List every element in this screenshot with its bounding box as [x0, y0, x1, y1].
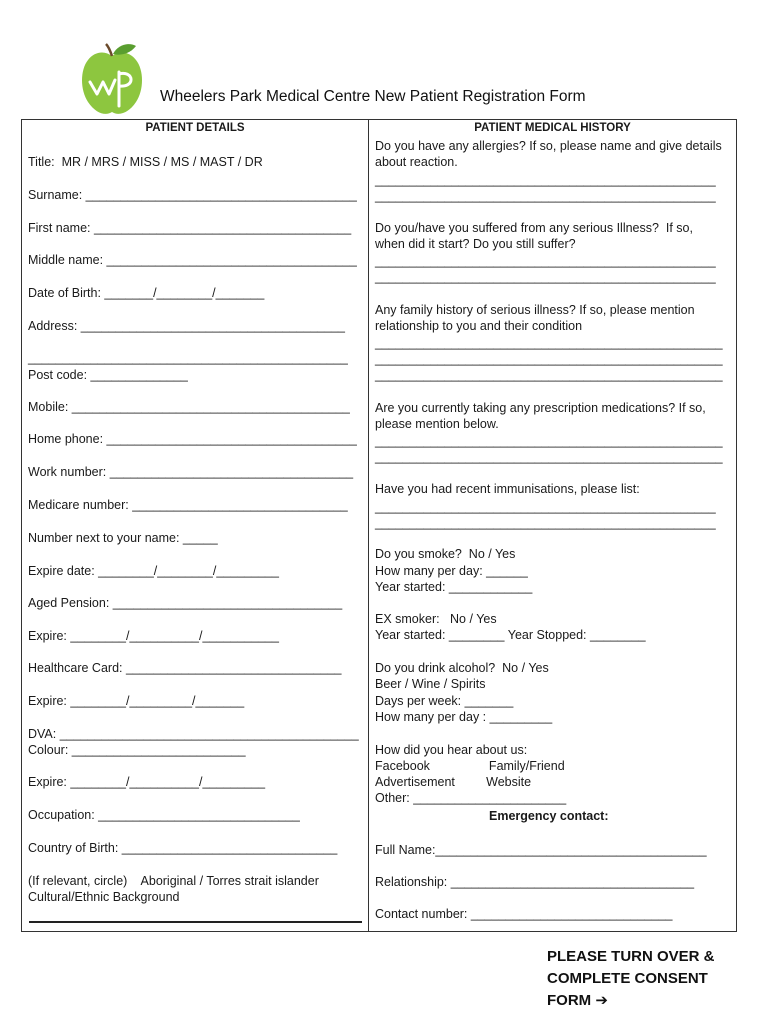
- referral-option-row[interactable]: Facebook Family/Friend: [375, 759, 565, 773]
- surname-field[interactable]: Surname: _______________________________________: [28, 188, 357, 202]
- medications-question-cont: please mention below.: [375, 417, 499, 431]
- family-history-answer-line[interactable]: __________________________________________________: [375, 368, 723, 382]
- healthcare-expire-field[interactable]: Expire: ________/_________/_______: [28, 694, 245, 708]
- medicare-expire-field[interactable]: Expire date: ________/________/_________: [28, 564, 279, 578]
- referral-option-row[interactable]: Advertisement Website: [375, 775, 532, 789]
- family-history-question-cont: relationship to you and their condition: [375, 319, 583, 333]
- registration-form-table: [21, 119, 737, 932]
- first-name-field[interactable]: First name: _____________________________________: [28, 221, 352, 235]
- occupation-field[interactable]: Occupation: _____________________________: [28, 808, 300, 822]
- illness-answer-line[interactable]: _________________________________________________: [375, 270, 716, 284]
- work-number-field[interactable]: Work number: ___________________________________: [28, 465, 354, 479]
- turn-over-line: FORM ➔: [547, 992, 608, 1009]
- wheelers-park-logo: [72, 42, 152, 122]
- cultural-background-line[interactable]: [29, 921, 362, 923]
- post-code-field[interactable]: Post code: ______________: [28, 368, 188, 382]
- allergies-answer-line[interactable]: _________________________________________________: [375, 189, 716, 203]
- turn-over-line: PLEASE TURN OVER &: [547, 948, 715, 965]
- illness-answer-line[interactable]: _________________________________________________: [375, 254, 716, 268]
- emergency-full-name-field[interactable]: Full Name:_______________________________________: [375, 843, 707, 857]
- aboriginal-torres-option[interactable]: (If relevant, circle) Aboriginal / Torres strait islander: [28, 874, 319, 888]
- alcohol-days-field[interactable]: Days per week: _______: [375, 694, 514, 708]
- ex-smoker-years-field[interactable]: Year started: ________ Year Stopped: ________: [375, 628, 646, 642]
- cultural-background-label: Cultural/Ethnic Background: [28, 890, 180, 904]
- medications-answer-line[interactable]: __________________________________________________: [375, 434, 723, 448]
- alcohol-type-option[interactable]: Beer / Wine / Spirits: [375, 677, 486, 691]
- middle-name-field[interactable]: Middle name: ____________________________________: [28, 253, 357, 267]
- smoke-per-day-field[interactable]: How many per day: ______: [375, 564, 528, 578]
- immunisations-answer-line[interactable]: _________________________________________________: [375, 516, 716, 530]
- medical-history-column: [369, 120, 736, 931]
- illness-question-cont: when did it start? Do you still suffer?: [375, 237, 576, 251]
- address-line-2-field[interactable]: ______________________________________________: [28, 351, 348, 365]
- referral-question: How did you hear about us:: [375, 743, 528, 757]
- allergies-answer-line[interactable]: _________________________________________________: [375, 173, 716, 187]
- dva-field[interactable]: DVA: ___________________________________________: [28, 727, 359, 741]
- form-title: Wheelers Park Medical Centre New Patient Registration Form: [160, 88, 586, 105]
- country-of-birth-field[interactable]: Country of Birth: _______________________________: [28, 841, 338, 855]
- smoke-year-started-field[interactable]: Year started: ____________: [375, 580, 533, 594]
- turn-over-notice: [547, 946, 715, 1012]
- family-history-question: Any family history of serious illness? If so, please mention: [375, 303, 695, 317]
- illness-question: Do you/have you suffered from any serious Illness? If so,: [375, 221, 693, 235]
- emergency-relationship-field[interactable]: Relationship: ___________________________________: [375, 875, 695, 889]
- allergies-question: Do you have any allergies? If so, please name and give details: [375, 139, 722, 153]
- emergency-contact-heading: Emergency contact:: [489, 809, 609, 823]
- immunisations-question: Have you had recent immunisations, please list:: [375, 482, 640, 496]
- immunisations-answer-line[interactable]: _________________________________________________: [375, 500, 716, 514]
- aged-pension-expire-field[interactable]: Expire: ________/__________/___________: [28, 629, 279, 643]
- date-of-birth-field[interactable]: Date of Birth: _______/________/_______: [28, 286, 265, 300]
- dva-colour-field[interactable]: Colour: _________________________: [28, 743, 246, 757]
- medical-history-heading: PATIENT MEDICAL HISTORY: [474, 122, 631, 134]
- patient-details-heading: PATIENT DETAILS: [145, 122, 245, 134]
- title-field[interactable]: Title: MR / MRS / MISS / MS / MAST / DR: [28, 155, 263, 169]
- referral-other-field[interactable]: Other: ______________________: [375, 791, 567, 805]
- healthcare-card-field[interactable]: Healthcare Card: _______________________________: [28, 661, 342, 675]
- alcohol-question[interactable]: Do you drink alcohol? No / Yes: [375, 661, 549, 675]
- smoke-question[interactable]: Do you smoke? No / Yes: [375, 547, 516, 561]
- dva-expire-field[interactable]: Expire: ________/__________/_________: [28, 775, 266, 789]
- aged-pension-field[interactable]: Aged Pension: _________________________________: [28, 596, 343, 610]
- family-history-answer-line[interactable]: __________________________________________________: [375, 352, 723, 366]
- medicare-position-field[interactable]: Number next to your name: _____: [28, 531, 218, 545]
- medications-question: Are you currently taking any prescription medications? If so,: [375, 401, 706, 415]
- home-phone-field[interactable]: Home phone: ____________________________________: [28, 432, 357, 446]
- medicare-number-field[interactable]: Medicare number: _______________________________: [28, 498, 348, 512]
- address-field[interactable]: Address: ______________________________________: [28, 319, 345, 333]
- family-history-answer-line[interactable]: __________________________________________________: [375, 336, 723, 350]
- allergies-question-cont: about reaction.: [375, 155, 458, 169]
- patient-details-column: [22, 120, 368, 931]
- emergency-contact-number-field[interactable]: Contact number: _____________________________: [375, 907, 673, 921]
- turn-over-line: COMPLETE CONSENT: [547, 970, 708, 987]
- alcohol-per-day-field[interactable]: How many per day : _________: [375, 710, 553, 724]
- ex-smoker-question[interactable]: EX smoker: No / Yes: [375, 612, 497, 626]
- mobile-field[interactable]: Mobile: ________________________________________: [28, 400, 350, 414]
- medications-answer-line[interactable]: __________________________________________________: [375, 450, 723, 464]
